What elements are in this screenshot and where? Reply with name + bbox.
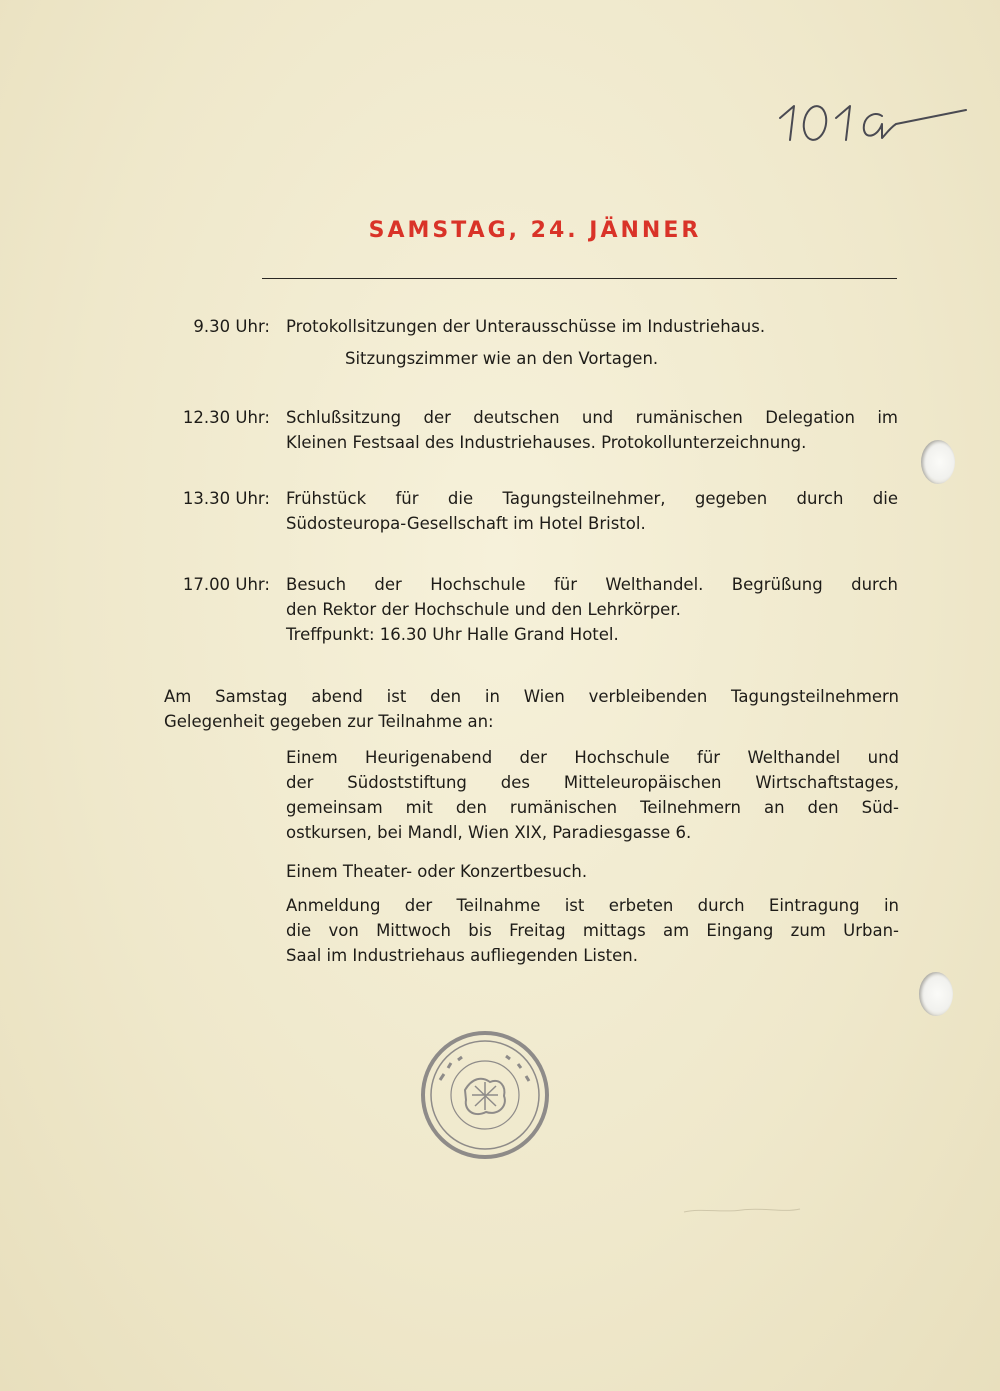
entry-line: Treffpunkt: 16.30 Uhr Halle Grand Hotel. [286,625,619,644]
intro-line: Gelegenheit gegeben zur Teilnahme an: [164,712,494,731]
entry-text [286,314,898,339]
option-line: gemeinsam mit den rumänischen Teilnehmern an den Süd- [286,798,899,817]
option-line: Anmeldung der Teilnahme ist erbeten durch Eintragung in [286,896,899,915]
entry-time: 17.00 Uhr: [182,575,270,594]
punch-hole [921,440,955,484]
heading-divider [262,278,897,279]
option-line: die von Mittwoch bis Freitag mittags am Eingang zum Urban- [286,921,899,940]
entry-text [286,486,898,536]
entry-line: Schlußsitzung der deutschen und rumänischen Delegation im [286,408,898,427]
handwritten-page-number [770,78,970,148]
entry-line: Kleinen Festsaal des Industriehauses. Protokollunterzeichnung. [286,433,807,452]
punch-hole [919,972,953,1016]
option-line: ostkursen, bei Mandl, Wien XIX, Paradiesgasse 6. [286,823,692,842]
option-line: der Südoststiftung des Mitteleuropäischen Wirtschaftstages, [286,773,899,792]
entry-subnote: Sitzungszimmer wie an den Vortagen. [345,349,659,368]
option-line: Einem Theater- oder Konzertbesuch. [286,862,588,881]
entry-line: Besuch der Hochschule für Welthandel. Begrüßung durch [286,575,898,594]
entry-line: Protokollsitzungen der Unterausschüsse im Industriehaus. [286,317,766,336]
option-line: Saal im Industriehaus aufliegenden Listen. [286,946,638,965]
entry-text [286,405,898,455]
rubber-stamp [410,1020,560,1170]
entry-time: 12.30 Uhr: [182,408,270,427]
evening-option [286,859,899,884]
evening-intro [164,684,899,734]
entry-line: Frühstück für die Tagungsteilnehmer, gegeben durch die [286,489,898,508]
faint-footnote [682,1204,802,1219]
intro-line: Am Samstag abend ist den in Wien verbleibenden Tagungsteilnehmern [164,687,899,706]
entry-text [286,572,898,647]
evening-option [286,745,899,845]
entry-time: 9.30 Uhr: [193,317,270,336]
registration-note [286,893,899,968]
option-line: Einem Heurigenabend der Hochschule für Welthandel und [286,748,899,767]
entry-line: Südosteuropa-Gesellschaft im Hotel Bristol. [286,514,646,533]
day-heading: SAMSTAG, 24. JÄNNER [368,218,702,243]
entry-line: den Rektor der Hochschule und den Lehrkörper. [286,600,681,619]
entry-time: 13.30 Uhr: [182,489,270,508]
